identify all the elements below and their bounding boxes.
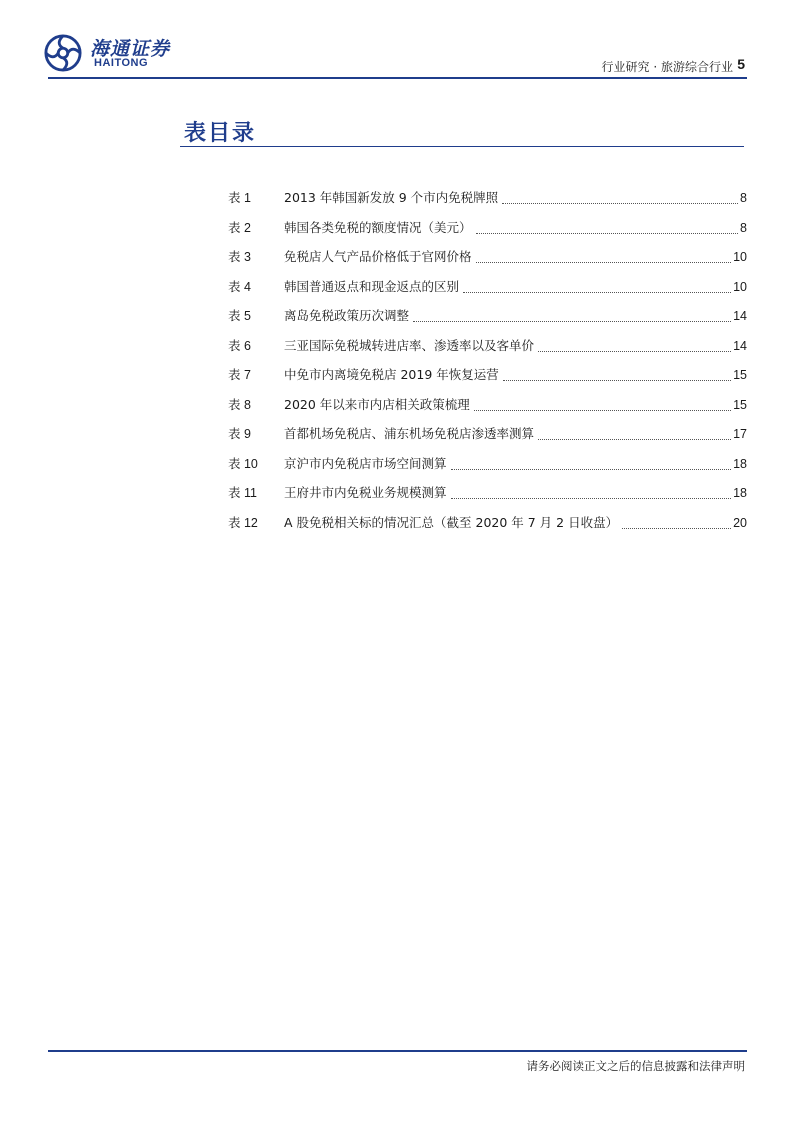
- table-of-contents: [228, 189, 747, 543]
- toc-entry-page: 8: [740, 191, 747, 205]
- toc-entry[interactable]: [228, 219, 747, 249]
- toc-entry-title: 2013 年韩国新发放 9 个市内免税牌照: [284, 190, 499, 205]
- toc-entry[interactable]: [228, 455, 747, 485]
- toc-entry-title: 2020 年以来市内店相关政策梳理: [284, 396, 470, 412]
- toc-dot-leader: [476, 248, 732, 263]
- logo-chinese-name: 海通证券: [90, 38, 171, 60]
- toc-entry-title: 京沪市内免税店市场空间测算: [284, 455, 447, 471]
- haitong-logo-icon: [44, 34, 82, 72]
- toc-entry-title: 首都机场免税店、浦东机场免税店渗透率测算: [284, 426, 535, 441]
- toc-dot-leader: [451, 484, 732, 499]
- toc-entry-label: 表 12: [228, 515, 258, 530]
- page-title: 表目录: [184, 120, 257, 146]
- toc-entry-page: 10: [733, 250, 747, 264]
- toc-entry-page: 20: [733, 515, 747, 530]
- toc-entry[interactable]: [228, 337, 747, 367]
- toc-dot-leader: [622, 514, 731, 529]
- toc-entry-label: 表 2: [228, 220, 251, 235]
- toc-dot-leader: [503, 366, 731, 381]
- toc-entry[interactable]: [228, 396, 747, 426]
- toc-entry-page: 15: [733, 397, 747, 412]
- company-logo: [44, 34, 189, 74]
- toc-dot-leader: [463, 278, 731, 293]
- toc-entry-title: 王府井市内免税业务规模测算: [284, 485, 447, 500]
- page-number: 5: [737, 56, 745, 72]
- toc-entry-title: 中免市内离境免税店 2019 年恢复运营: [284, 367, 499, 382]
- toc-entry-label: 表 9: [228, 427, 251, 441]
- toc-entry-label: 表 6: [228, 338, 251, 353]
- toc-entry-page: 10: [733, 279, 747, 294]
- toc-entry-page: 14: [733, 338, 747, 353]
- toc-entry-label: 表 4: [228, 279, 251, 294]
- toc-entry[interactable]: [228, 425, 747, 455]
- toc-entry[interactable]: [228, 248, 747, 278]
- toc-dot-leader: [413, 307, 731, 322]
- toc-entry[interactable]: [228, 514, 747, 544]
- toc-dot-leader: [476, 219, 739, 234]
- toc-entry[interactable]: [228, 278, 747, 308]
- toc-entry-label: 表 11: [228, 486, 257, 500]
- toc-dot-leader: [538, 337, 731, 352]
- toc-dot-leader: [474, 396, 731, 411]
- toc-entry-label: 表 3: [228, 250, 251, 264]
- toc-dot-leader: [502, 189, 738, 204]
- toc-entry-title: 韩国普通返点和现金返点的区别: [284, 278, 460, 294]
- logo-english-name: HAITONG: [94, 57, 149, 69]
- toc-entry-title: 免税店人气产品价格低于官网价格: [284, 249, 472, 264]
- toc-entry-title: 三亚国际免税城转进店率、渗透率以及客单价: [284, 337, 535, 353]
- toc-dot-leader: [451, 455, 732, 470]
- toc-entry-label: 表 10: [228, 456, 258, 471]
- toc-entry-title: 韩国各类免税的额度情况（美元）: [284, 219, 472, 235]
- toc-entry-page: 15: [733, 368, 747, 382]
- toc-entry[interactable]: [228, 366, 747, 396]
- header-divider: [48, 77, 747, 79]
- toc-entry-label: 表 1: [228, 191, 251, 205]
- report-section: 行业研究 · 旅游综合行业: [601, 60, 733, 74]
- footer-disclaimer: 请务必阅读正文之后的信息披露和法律声明: [526, 1059, 745, 1073]
- toc-entry-label: 表 7: [228, 368, 251, 382]
- toc-entry-title: 离岛免税政策历次调整: [284, 308, 410, 323]
- toc-entry-page: 18: [733, 456, 747, 471]
- toc-entry-page: 8: [740, 220, 747, 235]
- toc-entry-label: 表 5: [228, 309, 251, 323]
- toc-entry-page: 14: [733, 309, 747, 323]
- toc-entry[interactable]: [228, 307, 747, 337]
- toc-entry-page: 18: [733, 486, 747, 500]
- footer-divider: [48, 1050, 747, 1052]
- toc-entry-label: 表 8: [228, 397, 251, 412]
- toc-entry-page: 17: [733, 427, 747, 441]
- title-divider: [180, 146, 744, 147]
- toc-entry[interactable]: [228, 189, 747, 219]
- toc-dot-leader: [538, 425, 731, 440]
- toc-entry[interactable]: [228, 484, 747, 514]
- toc-entry-title: A 股免税相关标的情况汇总（截至 2020 年 7 月 2 日收盘）: [284, 514, 619, 530]
